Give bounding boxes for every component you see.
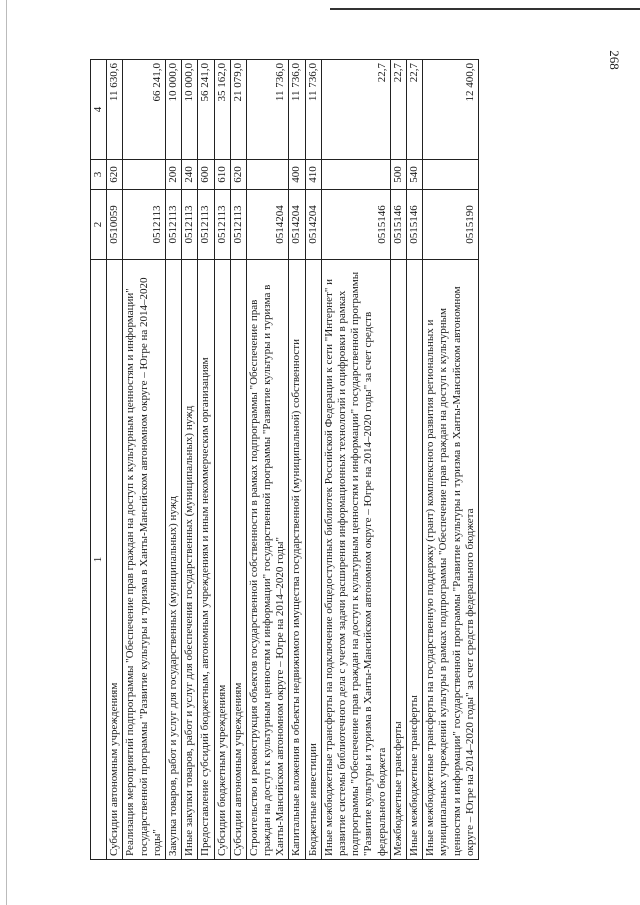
top-rule <box>330 8 640 10</box>
table-row <box>165 60 181 860</box>
row-name-cell: Бюджетные инвестиции <box>305 260 321 860</box>
row-type-cell: 540 <box>406 160 422 190</box>
row-name-cell: Строительство и реконструкция объектов государственной собственности в рамках подпрограммы "Обеспечение прав граждан на доступ к культурным ценностям и информации" государственной программы "Развитие культуры и туризма в Ханты-Мансийском автономном округе – Югре на 2014–2020 годы" <box>246 260 289 860</box>
row-code-cell: 0515190 <box>423 190 479 260</box>
table-row <box>406 60 422 860</box>
table-row <box>107 60 123 860</box>
row-name-cell: Субсидии бюджетным учреждениям <box>214 260 230 860</box>
row-type-cell: 620 <box>107 160 123 190</box>
row-amount-cell: 12 400,0 <box>423 60 479 160</box>
row-amount-cell: 11 736,0 <box>289 60 305 160</box>
row-name-cell: Реализация мероприятий подпрограммы "Обеспечение прав граждан на доступ к культурным ценностям и информации" государственной программы "Развитие культуры и туризма в Ханты-Мансийском автономном округе – Югре на 2014–2020 годы" <box>123 260 166 860</box>
row-name-cell: Иные закупки товаров, работ и услуг для обеспечения государственных (муниципальных) нужд <box>182 260 198 860</box>
rotated-table-area <box>90 60 570 860</box>
row-amount-cell: 10 000,0 <box>165 60 181 160</box>
table-row <box>390 60 406 860</box>
row-code-cell: 0512113 <box>165 190 181 260</box>
row-type-cell <box>123 160 166 190</box>
page-number: 268 <box>606 50 622 70</box>
row-amount-cell: 11 736,0 <box>305 60 321 160</box>
header-cell: 3 <box>91 160 107 190</box>
row-amount-cell: 56 241,0 <box>198 60 214 160</box>
row-code-cell: 0512113 <box>214 190 230 260</box>
row-name-cell: Капитальные вложения в объекты недвижимого имущества государственной (муниципальной) собственности <box>289 260 305 860</box>
row-code-cell: 0512113 <box>123 190 166 260</box>
table-row <box>214 60 230 860</box>
table-row <box>182 60 198 860</box>
row-name-cell: Иные межбюджетные трансферты на государственную поддержку (грант) комплексного развития региональных и муниципальных учреждений культуры в рамках подпрограммы "Обеспечение прав граждан на доступ к культурным ценностям и информации" государственной программы "Развитие культуры и туризма в Ханты-Мансийском автономном округе – Югре на 2014–2020 годы" за счет средств федерального бюджета <box>423 260 479 860</box>
row-name-cell: Иные межбюджетные трансферты <box>406 260 422 860</box>
table-row <box>246 60 289 860</box>
row-amount-cell: 35 162,0 <box>214 60 230 160</box>
page-edge-line <box>6 0 7 905</box>
row-type-cell: 200 <box>165 160 181 190</box>
rotated-table-wrapper <box>90 60 570 860</box>
row-code-cell: 0510059 <box>107 190 123 260</box>
row-code-cell: 0515146 <box>390 190 406 260</box>
row-amount-cell: 21 079,0 <box>230 60 246 160</box>
row-name-cell: Предоставление субсидий бюджетным, автономным учреждениям и иным некоммерческим организациям <box>198 260 214 860</box>
row-name-cell: Межбюджетные трансферты <box>390 260 406 860</box>
row-code-cell: 0512113 <box>198 190 214 260</box>
table-row <box>321 60 390 860</box>
table-header-row <box>91 60 107 860</box>
row-amount-cell: 22,7 <box>390 60 406 160</box>
row-type-cell <box>246 160 289 190</box>
row-type-cell: 240 <box>182 160 198 190</box>
header-cell: 4 <box>91 60 107 160</box>
table-row <box>305 60 321 860</box>
row-name-cell: Иные межбюджетные трансферты на подключение общедоступных библиотек Российской Федерации к сети "Интернет" и развитие системы библиотечного дела с учетом задачи расширения информационных технологий и оцифровки в рамках подпрограммы "Обеспечение прав граждан на доступ к культурным ценностям и информации" государственной программы "Развитие культуры и туризма в Ханты-Мансийском автономном округе – Югре на 2014–2020 годы" за счет средств федерального бюджета <box>321 260 390 860</box>
row-amount-cell: 66 241,0 <box>123 60 166 160</box>
row-amount-cell: 22,7 <box>406 60 422 160</box>
table-row <box>123 60 166 860</box>
row-type-cell: 620 <box>230 160 246 190</box>
row-type-cell: 410 <box>305 160 321 190</box>
table-row <box>289 60 305 860</box>
row-amount-cell: 11 630,6 <box>107 60 123 160</box>
row-code-cell: 0515146 <box>321 190 390 260</box>
row-amount-cell: 22,7 <box>321 60 390 160</box>
row-amount-cell: 11 736,0 <box>246 60 289 160</box>
row-code-cell: 0515146 <box>406 190 422 260</box>
table-row <box>198 60 214 860</box>
row-type-cell: 400 <box>289 160 305 190</box>
row-amount-cell: 10 000,0 <box>182 60 198 160</box>
row-name-cell: Субсидии автономным учреждениям <box>230 260 246 860</box>
table-row <box>230 60 246 860</box>
row-type-cell <box>423 160 479 190</box>
header-cell: 1 <box>91 260 107 860</box>
row-type-cell: 500 <box>390 160 406 190</box>
row-type-cell: 600 <box>198 160 214 190</box>
row-code-cell: 0512113 <box>182 190 198 260</box>
row-code-cell: 0514204 <box>289 190 305 260</box>
row-name-cell: Закупка товаров, работ и услуг для государственных (муниципальных) нужд <box>165 260 181 860</box>
row-code-cell: 0514204 <box>305 190 321 260</box>
row-type-cell: 610 <box>214 160 230 190</box>
row-type-cell <box>321 160 390 190</box>
row-code-cell: 0514204 <box>246 190 289 260</box>
table-row <box>423 60 479 860</box>
row-code-cell: 0512113 <box>230 190 246 260</box>
header-cell: 2 <box>91 190 107 260</box>
budget-table <box>90 59 479 860</box>
row-name-cell: Субсидии автономным учреждениям <box>107 260 123 860</box>
